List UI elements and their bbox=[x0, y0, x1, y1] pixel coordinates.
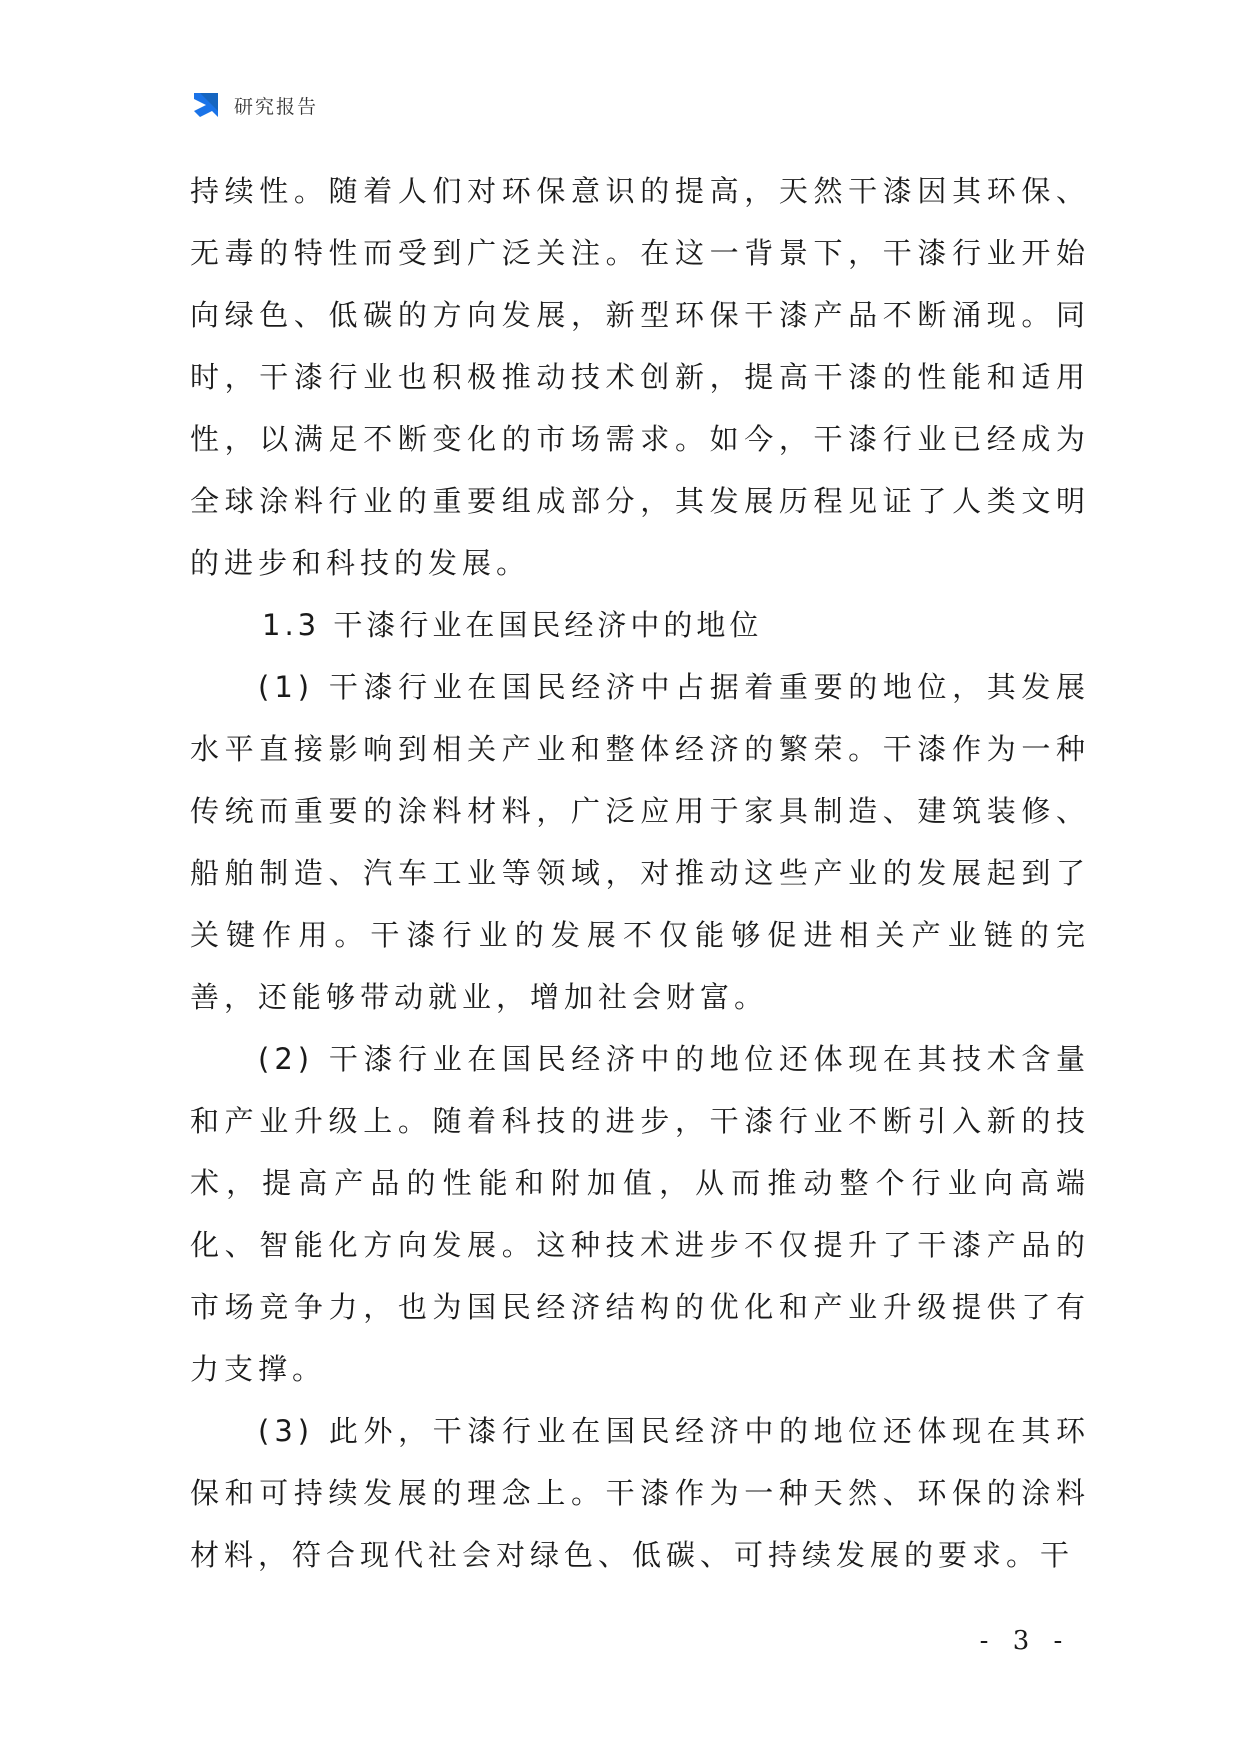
paragraph-continued: 持续性。随着人们对环保意识的提高，天然干漆因其环保、无毒的特性而受到广泛关注。在这一背景下，干漆行业开始向绿色、低碳的方向发展，新型环保干漆产品不断涌现。同时，干漆行业也积极推动技术创新，提高干漆的性能和适用性，以满足不断变化的市场需求。如今，干漆行业已经成为全球涂料行业的重要组成部分，其发展历程见证了人类文明的进步和科技的发展。 bbox=[190, 174, 1090, 580]
section-heading: 1.3 干漆行业在国民经济中的地位 bbox=[262, 608, 763, 642]
report-logo-icon bbox=[190, 89, 222, 121]
page-header bbox=[190, 88, 318, 122]
page-number: - 3 - bbox=[979, 1626, 1071, 1656]
document-body bbox=[190, 160, 1090, 1586]
paragraph-point-1: (1) 干漆行业在国民经济中占据着重要的地位，其发展水平直接影响到相关产业和整体经济的繁荣。干漆作为一种传统而重要的涂料材料，广泛应用于家具制造、建筑装修、船舶制造、汽车工业等领域，对推动这些产业的发展起到了关键作用。干漆行业的发展不仅能够促进相关产业链的完善，还能够带动就业，增加社会财富。 bbox=[190, 670, 1090, 1014]
paragraph-point-2: (2) 干漆行业在国民经济中的地位还体现在其技术含量和产业升级上。随着科技的进步，干漆行业不断引入新的技术，提高产品的性能和附加值，从而推动整个行业向高端化、智能化方向发展。这种技术进步不仅提升了干漆产品的市场竞争力，也为国民经济结构的优化和产业升级提供了有力支撑。 bbox=[190, 1042, 1090, 1386]
header-title: 研究报告 bbox=[234, 95, 319, 118]
paragraph-point-3: (3) 此外，干漆行业在国民经济中的地位还体现在其环保和可持续发展的理念上。干漆作为一种天然、环保的涂料材料，符合现代社会对绿色、低碳、可持续发展的要求。干 bbox=[190, 1414, 1090, 1572]
